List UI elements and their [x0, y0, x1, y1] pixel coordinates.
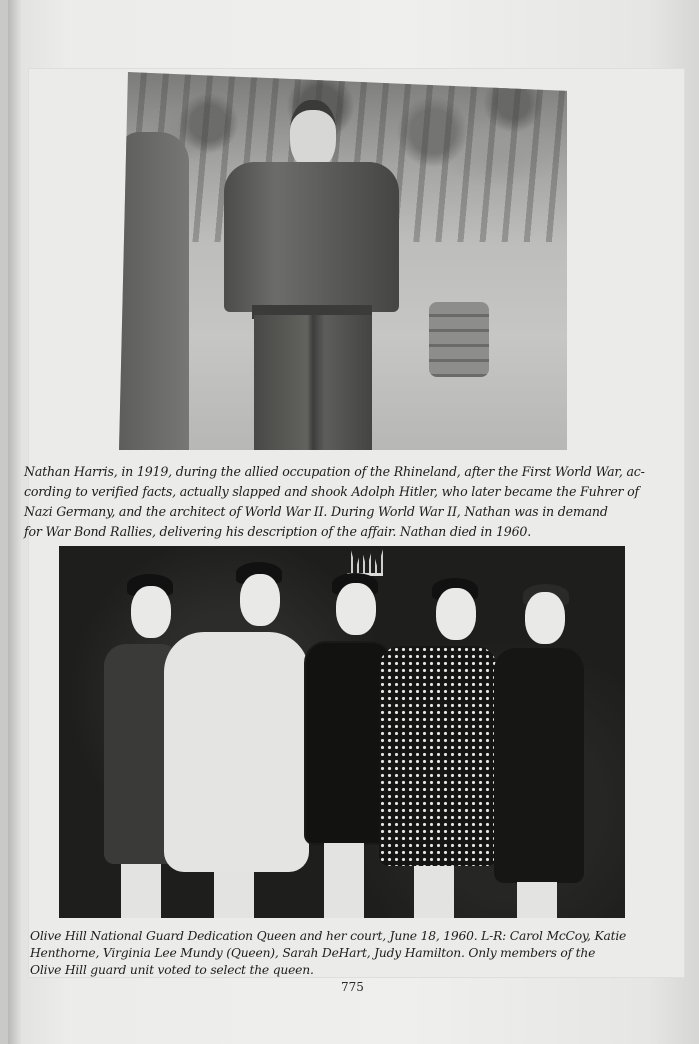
soldier-uniform-jacket — [224, 162, 399, 312]
caption-line: Nazi Germany, and the architect of World War II. During World War II, Nathan was in demand — [24, 504, 608, 519]
caption-line: for War Bond Rallies, delivering his description of the affair. Nathan died in 1960. — [24, 524, 532, 539]
legs — [414, 866, 454, 918]
face — [336, 583, 376, 635]
soldier-head — [290, 100, 336, 168]
caption-line: Olive Hill National Guard Dedication Queen and her court, June 18, 1960. L-R: Carol McCoy, Katie — [30, 929, 627, 943]
caption-line: cording to verified facts, actually slapped and shook Adolph Hitler, who later became the Fuhrer of — [24, 484, 639, 499]
sandbags — [429, 302, 489, 377]
legs — [121, 864, 161, 918]
queen-court-photo-caption — [30, 928, 626, 979]
caption-line: Olive Hill guard unit voted to select the queen. — [30, 963, 314, 977]
woman-5 — [489, 582, 589, 918]
book-page — [8, 0, 699, 1044]
nathan-harris-figure — [224, 100, 399, 450]
face — [436, 588, 476, 640]
legs — [214, 872, 254, 918]
face — [240, 574, 280, 626]
legs — [517, 882, 557, 918]
woman-2 — [164, 560, 309, 918]
dress — [164, 632, 309, 872]
soldier-trousers — [254, 315, 372, 450]
soldier-photo-caption — [24, 462, 645, 542]
caption-line: Henthorne, Virginia Lee Mundy (Queen), Sarah DeHart, Judy Hamilton. Only members of the — [30, 946, 596, 960]
woman-4 — [374, 576, 499, 918]
face — [525, 592, 565, 644]
page-number: 775 — [341, 980, 364, 994]
dress — [494, 648, 584, 883]
legs — [324, 843, 364, 918]
polka-dot-dress — [379, 646, 497, 866]
queen-court-photo — [59, 546, 625, 918]
soldier-photo — [119, 72, 567, 450]
caption-line: Nathan Harris, in 1919, during the allied occupation of the Rhineland, after the First World War, ac- — [24, 464, 645, 479]
background-soldier-figure — [119, 132, 189, 450]
